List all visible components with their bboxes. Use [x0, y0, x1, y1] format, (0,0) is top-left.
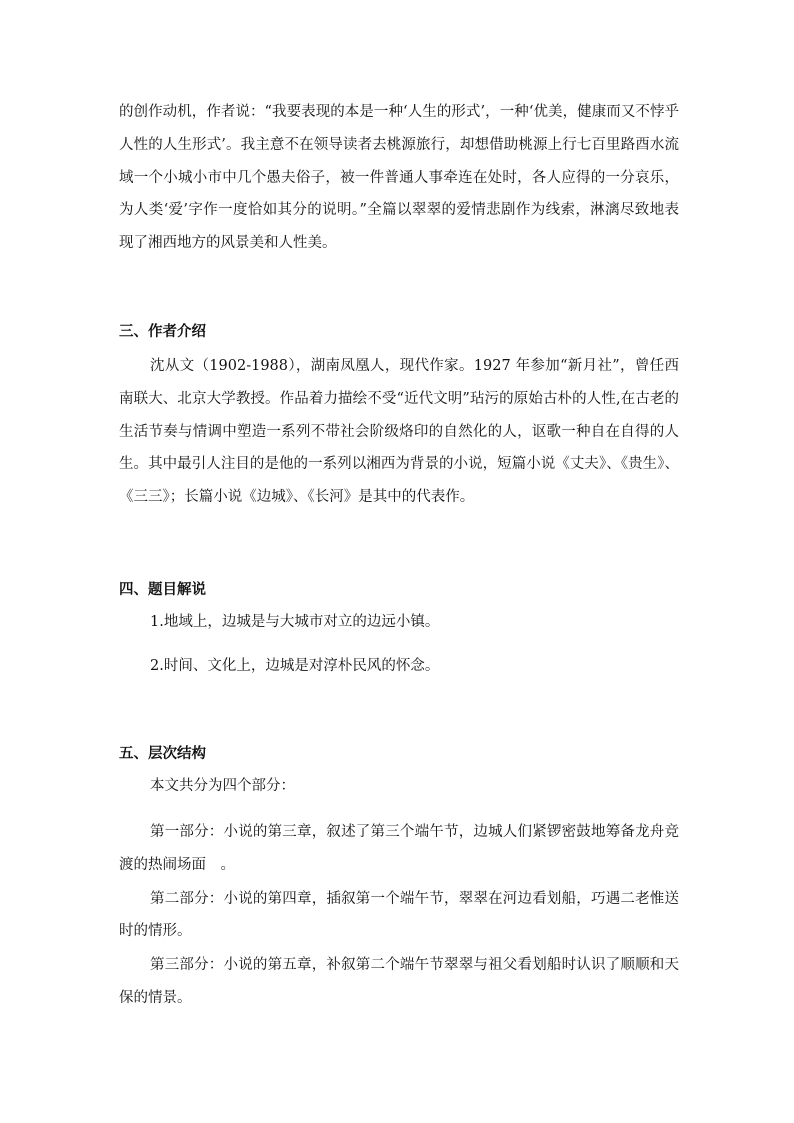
structure-part-3: 第三部分：小说的第五章，补叙第二个端午节翠翠与祖父看划船时认识了顺顺和天保的情景。	[119, 957, 679, 1006]
section-heading-structure: 五、层次结构	[119, 745, 206, 762]
document-body	[119, 96, 679, 1015]
title-explanation-item-1: 1.地域上，边城是与大城市对立的边远小镇。	[150, 613, 440, 630]
structure-part-1: 第一部分：小说的第三章，叙述了第三个端午节，边城人们紧锣密鼓地筹备龙舟竞渡的热闹场面 。	[119, 823, 679, 873]
author-intro-paragraph: 沈从文（1902-1988），湖南凤凰人，现代作家。1927 年参加“新月社”，曾任西南联大、北京大学教授。作品着力描绘不受“近代文明”玷污的原始古朴的人性,在古老的生活节奏与情调中塑造一系列不带社会阶级烙印的自然化的人，讴歌一种自在自得的人生。其中最引人注目的是他的一系列以湘西为背景的小说，短篇小说《丈夫》、《贵生》、《三三》；长篇小说《边城》、《长河》是其中的代表作。	[119, 357, 679, 506]
structure-part-2: 第二部分：小说的第四章，插叙第一个端午节，翠翠在河边看划船，巧遇二老惟送时的情形。	[119, 890, 679, 940]
intro-paragraph: 的创作动机，作者说：“我要表现的本是一种‘人生的形式’，一种‘优美，健康而又不悖乎人性的人生形式’。我主意不在领导读者去桃源旅行，却想借助桃源上行七百里路酉水流域一个小城小市中几个愚夫俗子，被一件普通人事牵连在处时，各人应得的一分哀乐，为人类‘爱’字作一度恰如其分的说明。”全篇以翠翠的爱情悲剧作为线索，淋漓尽致地表现了湘西地方的风景美和人性美。	[119, 104, 679, 252]
structure-lead: 本文共分为四个部分：	[150, 777, 295, 794]
title-explanation-item-2: 2.时间、文化上，边城是对淳朴民风的怀念。	[150, 657, 440, 674]
section-heading-author: 三、作者介绍	[119, 323, 206, 340]
section-heading-title-explanation: 四、题目解说	[119, 581, 206, 598]
